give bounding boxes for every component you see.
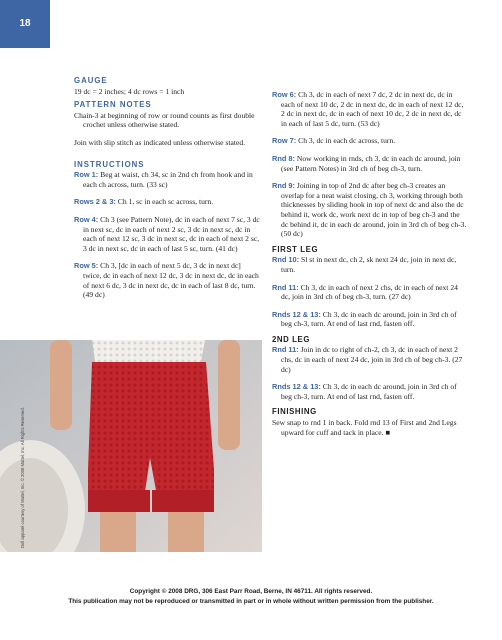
page-number-tab [0,0,50,48]
pattern-note-2: Join with slip stitch as indicated unless otherwise stated. [74,137,246,147]
row-5: Row 5: Ch 3, [dc in each of next 5 dc, 3 dc in next dc] twice, dc in each of next 12 dc, 3 dc in next dc, dc in each of next 6 dc, 3 dc in next dc, dc in each of last 8 dc, turn. (49 dc) [74,261,259,300]
rnd-8: Rnd 8: Now working in rnds, ch 3, dc in each dc around, join (see Pattern Notes) in 3rd ch of beg ch-3, turn. [272,153,461,173]
second-leg-heading: 2ND LEG [272,334,310,344]
doll-leg-right [168,512,204,552]
left-column [74,76,260,300]
rows-2-3: Rows 2 & 3: Ch 1, sc in each sc across, turn. [74,197,214,207]
pattern-note-1: Chain-3 at beginning of row or round counts as first double crochet unless otherwise stated. [74,110,255,130]
rnd-11-second-leg: Rnd 11: Join in dc to right of ch-2, ch 3, dc in each of next 2 chs, dc in each of next 24 dc, join in 3rd ch of beg ch-3. (27 dc) [272,345,463,374]
row-7: Row 7: Ch 3, dc in each dc across, turn. [272,136,396,146]
photo-credit: Doll apparel courtesy of Mattel, Inc. © 2008 Mattel, Inc. All Rights Reserved. [20,407,25,548]
reproduction-notice: This publication may not be reproduced or transmitted in part or in whole without written permission from the publisher. [68,598,434,605]
rnd-9: Rnd 9: Joining in top of 2nd dc after beg ch-3 creates an overlap for a neat waist closing, ch 3, working through both thicknesses by sliding hook in top of next dc and also the dc behind it, work dc, work next dc in top of beg ch-3 and the dc behind it, dc in each dc around, join in 3rd ch of beg ch-3. (50 dc) [272,181,467,239]
rnds-12-13: Rnds 12 & 13: Ch 3, dc in each dc around, join in 3rd ch of beg ch-3, turn. At end of last rnd, fasten off. [272,309,457,329]
gauge-text: 19 dc = 2 inches; 4 dc rows = 1 inch [74,86,185,96]
instructions-heading: INSTRUCTIONS [74,159,145,169]
page-number: 18 [19,18,31,29]
row-6: Row 6: Ch 3, dc in each of next 7 dc, 2 dc in next dc, dc in each of next 10 dc, 2 dc in next dc, dc in each of next 12 dc, 2 dc in next dc, dc in each of next 10 dc, 2 dc in next dc, dc in each of last 5 dc, turn. (53 dc) [272,90,464,128]
rnd-11: Rnd 11: Ch 3, dc in each of next 2 chs, dc in each of next 24 dc, join in 3rd ch of beg ch-3, turn. (27 dc) [272,282,458,302]
rnds-12-13-second-leg: Rnds 12 & 13: Ch 3, dc in each dc around, join in 3rd ch of beg ch-3, turn. At end of last rnd, fasten off. [272,382,457,401]
finishing-heading: FINISHING [272,407,317,417]
gauge-heading: GAUGE [74,76,108,85]
finishing-text: Sew snap to rnd 1 in back. Fold rnd 13 of First and 2nd Legs upward for cuff and tack in place. ■ [272,418,457,437]
first-leg-heading: FIRST LEG [272,244,319,254]
row-1: Row 1: Beg at waist, ch 34, sc in 2nd ch from hook and in each ch across, turn. (33 sc) [74,170,253,189]
copyright-line: Copyright © 2008 DRG, 306 East Parr Road, Berne, IN 46711. All rights reserved. [129,588,373,595]
row-4: Row 4: Ch 3 (see Pattern Note), dc in each of next 7 sc, 3 dc in next sc, dc in each of next 2 sc, 3 dc in next sc, dc in each of next 12 sc, 3 dc in next sc, dc in each of next 2 sc, 3 dc in next sc, dc in each of last 5 sc, turn. (41 dc) [74,214,260,253]
rnd-10: Rnd 10: Sl st in next dc, ch 2, sk next 24 dc, join in next dc, turn. [272,255,457,274]
doll-leg-left [100,512,136,552]
doll-arm-right [218,340,240,450]
pattern-notes-heading: PATTERN NOTES [74,100,152,110]
right-column [272,90,468,437]
shorts-photo [0,340,262,552]
crocheted-shorts-illustration [0,340,262,552]
doll-arm-left [50,340,72,430]
